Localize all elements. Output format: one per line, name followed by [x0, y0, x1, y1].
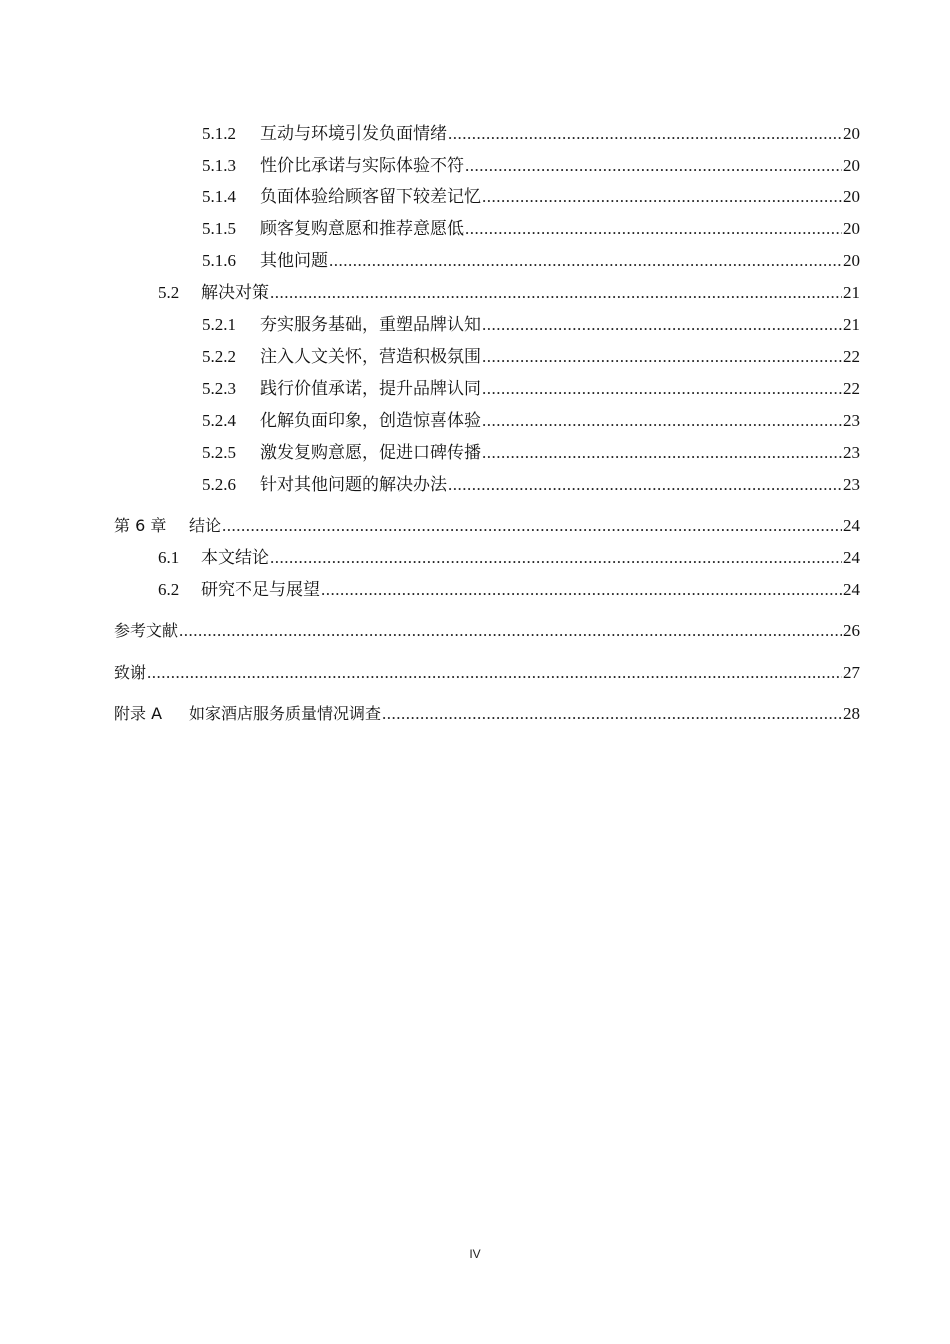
toc-entry-number: 5.2.1 — [202, 315, 236, 334]
toc-entry-number: 5.2.4 — [202, 411, 236, 430]
toc-entry-page: 27 — [843, 663, 860, 682]
toc-entry-5-1-6[interactable] — [202, 247, 860, 271]
toc-entry-number: 5.1.6 — [202, 251, 236, 270]
toc-entry-title: 结论 — [189, 516, 222, 535]
toc-entry-number: 5.1.4 — [202, 187, 236, 206]
toc-entry-title: 解决对策 — [201, 283, 269, 302]
toc-entry-number: 第 6 章 — [114, 516, 167, 535]
toc-entry-number: 附录 A — [114, 704, 163, 723]
toc-entry-title: 如家酒店服务质量情况调查 — [189, 704, 382, 723]
toc-entry-page: 21 — [843, 315, 860, 334]
toc-entry-references[interactable] — [114, 617, 860, 641]
toc-entry-page: 20 — [843, 124, 860, 143]
toc-entry-title: 互动与环境引发负面情绪 — [260, 124, 447, 143]
toc-entry-5-2-5[interactable] — [202, 439, 860, 463]
toc-entry-number: 5.2.5 — [202, 443, 236, 462]
toc-entry-page: 28 — [843, 704, 860, 723]
toc-entry-page: 22 — [843, 347, 860, 366]
toc-entry-number: 6.1 — [158, 548, 180, 567]
toc-entry-6-1[interactable] — [158, 544, 860, 568]
toc-dot-leader — [482, 411, 842, 431]
toc-entry-5-2-2[interactable] — [202, 343, 860, 367]
toc-entry-5-1-2[interactable] — [202, 120, 860, 144]
toc-entry-title: 化解负面印象，创造惊喜体验 — [260, 411, 481, 430]
toc-entry-page: 22 — [843, 379, 860, 398]
toc-entry-page: 24 — [843, 548, 860, 567]
toc-dot-leader — [465, 219, 842, 239]
toc-entry-number: 5.2.6 — [202, 475, 236, 494]
toc-entry-5-2-4[interactable] — [202, 407, 860, 431]
toc-dot-leader — [482, 379, 842, 399]
toc-dot-leader — [448, 475, 842, 495]
toc-entry-title: 致谢 — [114, 663, 147, 682]
toc-dot-leader — [448, 124, 842, 144]
page-number: IV — [469, 1247, 481, 1261]
toc-entry-title: 研究不足与展望 — [201, 580, 320, 599]
toc-entry-5-1-4[interactable] — [202, 183, 860, 207]
toc-entry-title: 参考文献 — [114, 621, 179, 640]
toc-dot-leader — [482, 443, 842, 463]
toc-entry-page: 23 — [843, 411, 860, 430]
toc-entry-5-1-5[interactable] — [202, 215, 860, 239]
toc-entry-page: 20 — [843, 156, 860, 175]
toc-dot-leader — [147, 663, 842, 683]
toc-entry-number: 5.2.3 — [202, 379, 236, 398]
toc-entry-6-2[interactable] — [158, 576, 860, 600]
toc-entry-appendix-a[interactable] — [114, 700, 860, 724]
toc-entry-page: 21 — [843, 283, 860, 302]
toc-dot-leader — [270, 548, 842, 568]
toc-dot-leader — [465, 156, 842, 176]
toc-dot-leader — [482, 187, 842, 207]
toc-entry-page: 20 — [843, 187, 860, 206]
toc-entry-title: 负面体验给顾客留下较差记忆 — [260, 187, 481, 206]
toc-dot-leader — [382, 704, 842, 724]
toc-entry-page: 23 — [843, 443, 860, 462]
toc-entry-title: 夯实服务基础，重塑品牌认知 — [260, 315, 481, 334]
toc-entry-title: 本文结论 — [201, 548, 269, 567]
toc-entry-title: 顾客复购意愿和推荐意愿低 — [260, 219, 464, 238]
toc-entry-number: 5.1.3 — [202, 156, 236, 175]
toc-entry-5-2-6[interactable] — [202, 471, 860, 495]
toc-dot-leader — [321, 580, 842, 600]
toc-dot-leader — [329, 251, 842, 271]
toc-entry-title: 针对其他问题的解决办法 — [260, 475, 447, 494]
toc-entry-title: 注入人文关怀，营造积极氛围 — [260, 347, 481, 366]
toc-dot-leader — [270, 283, 842, 303]
toc-entry-5-2-3[interactable] — [202, 375, 860, 399]
toc-entry-5-2-1[interactable] — [202, 311, 860, 335]
toc-entry-number: 5.1.5 — [202, 219, 236, 238]
toc-entry-chapter-6[interactable] — [114, 512, 860, 536]
toc-entry-number: 5.2.2 — [202, 347, 236, 366]
toc-dot-leader — [482, 315, 842, 335]
toc-dot-leader — [179, 621, 842, 641]
toc-dot-leader — [482, 347, 842, 367]
toc-entry-page: 24 — [843, 580, 860, 599]
toc-entry-title: 性价比承诺与实际体验不符 — [260, 156, 464, 175]
toc-dot-leader — [222, 516, 842, 536]
toc-entry-number: 6.2 — [158, 580, 180, 599]
toc-entry-page: 24 — [843, 516, 860, 535]
toc-entry-page: 23 — [843, 475, 860, 494]
toc-entry-acknowledgements[interactable] — [114, 659, 860, 683]
toc-entry-number: 5.1.2 — [202, 124, 236, 143]
toc-entry-title: 激发复购意愿，促进口碑传播 — [260, 443, 481, 462]
toc-entry-title: 其他问题 — [260, 251, 328, 270]
toc-entry-title: 践行价值承诺，提升品牌认同 — [260, 379, 481, 398]
toc-entry-5-1-3[interactable] — [202, 152, 860, 176]
toc-entry-page: 20 — [843, 219, 860, 238]
toc-entry-page: 26 — [843, 621, 860, 640]
toc-entry-5-2[interactable] — [158, 279, 860, 303]
toc-entry-page: 20 — [843, 251, 860, 270]
toc-entry-number: 5.2 — [158, 283, 180, 302]
